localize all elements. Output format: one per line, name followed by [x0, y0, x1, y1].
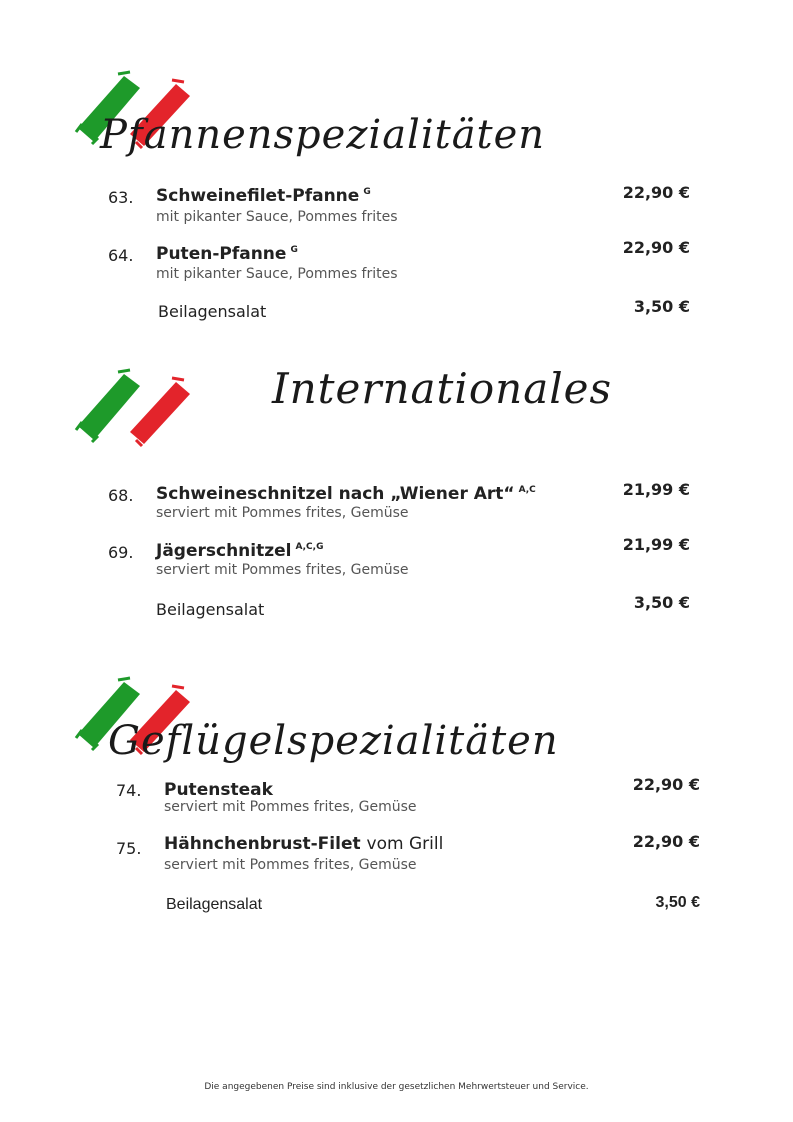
item-number: 64. [108, 246, 134, 265]
item-name-text: Putensteak [164, 780, 273, 800]
item-name-text: Schweineschnitzel nach „Wiener Art“ [156, 484, 515, 504]
item-name [156, 484, 536, 504]
item-name [156, 186, 371, 206]
section-heading: Internationales [272, 364, 613, 413]
item-price: 21,99 € [622, 480, 690, 499]
item-price: 22,90 € [632, 775, 700, 794]
item-price: 22,90 € [622, 183, 690, 202]
side-dish-label: Beilagensalat [156, 600, 265, 619]
item-description: serviert mit Pommes frites, Gemüse [156, 562, 409, 578]
section-heading: Pfannenspezialitäten [100, 112, 546, 158]
footer-note: Die angegebenen Preise sind inklusive der gesetzlichen Mehrwertsteuer und Service. [204, 1082, 589, 1092]
item-description: serviert mit Pommes frites, Gemüse [164, 857, 417, 873]
item-description: mit pikanter Sauce, Pommes frites [156, 266, 398, 282]
side-dish-label: Beilagensalat [158, 302, 267, 321]
item-price: 22,90 € [632, 832, 700, 851]
allergen-codes: A,C,G [295, 542, 324, 553]
item-number: 68. [108, 486, 134, 505]
item-price: 22,90 € [622, 238, 690, 257]
side-dish-label: Beilagensalat [166, 896, 263, 913]
item-number: 63. [108, 188, 134, 207]
item-name [164, 834, 443, 854]
item-name-text: Schweinefilet-Pfanne [156, 186, 360, 206]
item-name [156, 244, 298, 264]
item-name-text: Jägerschnitzel [156, 541, 292, 561]
italian-flag-brush-icon [72, 368, 192, 458]
item-name-text: Hähnchenbrust-Filet [164, 834, 361, 854]
allergen-codes: G [363, 187, 371, 198]
item-number: 69. [108, 543, 134, 562]
item-number: 75. [116, 839, 142, 858]
item-description: mit pikanter Sauce, Pommes frites [156, 209, 398, 225]
item-name-suffix: vom Grill [366, 834, 444, 854]
item-name [156, 541, 323, 561]
allergen-codes: G [290, 245, 298, 256]
side-dish-price: 3,50 € [633, 297, 690, 316]
section-heading: Geflügelspezialitäten [108, 718, 559, 764]
item-name [164, 780, 273, 800]
item-price: 21,99 € [622, 535, 690, 554]
side-dish-price: 3,50 € [633, 593, 690, 612]
item-description: serviert mit Pommes frites, Gemüse [156, 505, 409, 521]
item-description: serviert mit Pommes frites, Gemüse [164, 799, 417, 815]
side-dish-price: 3,50 € [655, 894, 700, 911]
allergen-codes: A,C [518, 485, 536, 496]
item-number: 74. [116, 781, 142, 800]
item-name-text: Puten-Pfanne [156, 244, 287, 264]
